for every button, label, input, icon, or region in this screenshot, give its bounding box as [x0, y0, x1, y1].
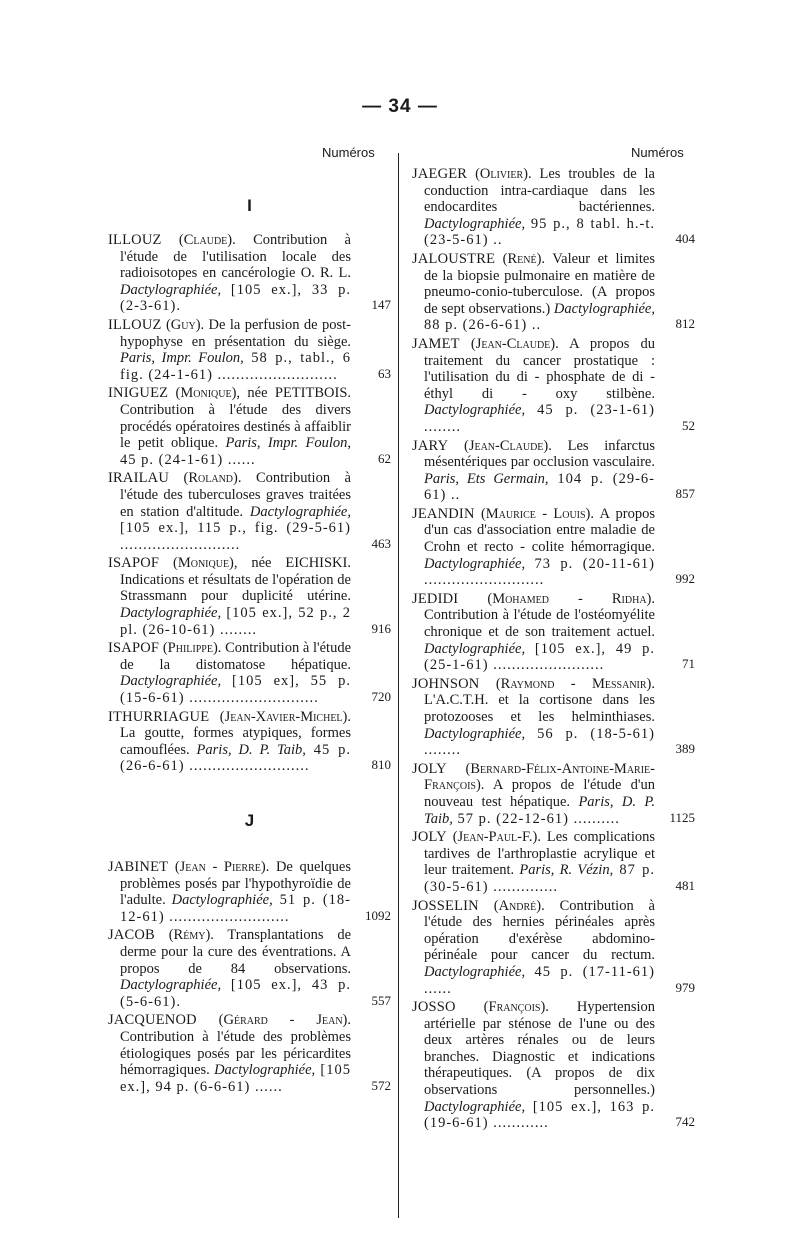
author-surname: ILLOUZ [108, 316, 162, 333]
publisher: Dactylographiée, [553, 300, 655, 317]
author-surname: JOLY [412, 760, 447, 777]
bibliography-entry [412, 506, 695, 589]
entry-details: [105 ex], 55 p. (15-6-61) ............................ [120, 673, 351, 707]
entry-number: 857 [675, 486, 695, 502]
page-number: — 34 — [362, 96, 438, 117]
left-column [108, 196, 391, 1097]
publisher: Paris, Impr. Foulon, [225, 435, 351, 452]
bibliography-entry [412, 336, 695, 436]
entry-text [108, 232, 351, 315]
bibliography-entry [108, 317, 391, 383]
author-given-name: (Rémy). [168, 927, 214, 944]
entry-details: 45 p. (23-1-61) ........ [424, 402, 655, 435]
entry-text [108, 385, 351, 468]
entry-description: De la perfusion de post-hypophyse en présentation du siège. [120, 316, 351, 350]
bibliography-entry [108, 1012, 391, 1095]
publisher: Dactylographiée, [120, 673, 222, 690]
publisher: Paris, Impr. Foulon, [120, 350, 244, 367]
entry-details: 45 p. (26-6-61) .......................... [120, 741, 352, 775]
entry-description: Contribution à l'étude de la distomatose hépatique. [120, 640, 352, 673]
left-entries-i [108, 232, 391, 775]
author-given-name: (Mohamed - Ridha). [487, 590, 655, 607]
bibliography-entry [108, 470, 391, 553]
entry-details: 57 p. (22-12-61) .......... [452, 810, 620, 827]
bibliography-entry [412, 166, 695, 249]
entry-number: 389 [675, 741, 695, 757]
entry-text [108, 1012, 351, 1095]
entry-details: 87 p. (30-5-61) .............. [424, 862, 656, 895]
publisher: Paris, D. P. Taib, [196, 741, 306, 758]
author-surname: JEANDIN [412, 505, 475, 522]
entry-description: A propos d'un cas d'association entre maladie de Crohn et recto - colite hémorragique. [424, 505, 656, 556]
entry-details: [105 ex.], 43 p. (5-6-61). [120, 977, 351, 1010]
entry-number: 979 [675, 979, 695, 995]
publisher: Dactylographiée, [249, 503, 351, 520]
entry-details: [105 ex.], 163 p. (19-6-61) ............ [424, 1098, 655, 1132]
entry-number: 52 [682, 417, 695, 433]
entry-text [412, 506, 655, 589]
entry-details: 73 p. (20-11-61) .......................... [424, 555, 655, 589]
entry-text [412, 251, 655, 334]
entry-number: 63 [378, 365, 391, 381]
bibliography-entry [108, 232, 391, 315]
entry-description: De quelques problèmes posés par l'hypothyroïdie de l'adulte. [120, 859, 352, 909]
bibliography-entry [108, 555, 391, 638]
bibliography-entry [108, 385, 391, 468]
entry-description: née EICHISKI. Indications et résultats de l'opération de Strassmann pour duplicité utérine. [120, 555, 351, 605]
publisher: Dactylographiée, [424, 215, 526, 232]
entry-text [412, 438, 655, 504]
entry-text [412, 761, 655, 827]
author-given-name: (Gérard - Jean). [218, 1012, 352, 1029]
entry-text [108, 555, 351, 638]
entry-text [412, 591, 655, 674]
author-surname: ISAPOF [108, 555, 160, 572]
entry-number: 916 [371, 620, 391, 636]
bibliography-entry [412, 438, 695, 504]
entry-description: Contribution à l'étude de l'ostéomyélite chronique et de son traitement actuel. [424, 607, 655, 641]
entry-number: 481 [675, 877, 695, 893]
right-entries [412, 166, 695, 1132]
publisher: Paris, R. Vézin, [519, 862, 614, 879]
entry-number: 1092 [365, 907, 391, 923]
column-divider [398, 153, 399, 1218]
entry-text [108, 470, 351, 553]
author-surname: ITHURRIAGUE [108, 708, 210, 725]
entry-text [412, 676, 655, 759]
author-given-name: (Guy). [165, 316, 205, 333]
author-given-name: (Olivier). [475, 166, 532, 182]
author-surname: JALOUSTRE [412, 250, 496, 267]
publisher: Dactylographiée, [424, 963, 526, 980]
entry-description: A propos du traitement du cancer prostatique : l'utilisation du di - phosphate de di - éthyl di - oxy stilbène. [424, 335, 655, 402]
entry-number: 992 [675, 571, 695, 587]
author-given-name: (Jean-Claude). [464, 437, 552, 454]
author-given-name: (Jean-Claude). [470, 335, 559, 352]
publisher: Dactylographiée, [120, 281, 222, 298]
entry-description: Contribution à l'étude des tuberculoses graves traitées en station d'altitude. [120, 470, 351, 520]
entry-text [412, 999, 655, 1132]
entry-details: 104 p. (29-6-61) .. [424, 470, 655, 504]
author-surname: JOSSO [412, 999, 456, 1016]
left-column-header: Numéros [322, 145, 375, 160]
entry-description: Contribution à l'étude des hernies périnéales après opération d'exérèse abdomino-périnéale pour cancer du rectum. [424, 897, 655, 964]
entry-details: 58 p., tabl., 6 fig. (24-1-61) .......................... [120, 350, 351, 383]
publisher: Dactylographiée, [120, 605, 222, 622]
entry-details: 88 p. (26-6-61) .. [424, 317, 542, 334]
publisher: Dactylographiée, [214, 1062, 316, 1079]
entry-number: 62 [378, 450, 391, 466]
author-given-name: (Claude). [178, 232, 236, 248]
entry-number: 404 [675, 231, 695, 247]
entry-text [108, 859, 351, 925]
author-surname: JOSSELIN [412, 897, 479, 914]
entry-number: 557 [371, 992, 391, 1008]
entry-details: [105 ex.], 115 p., fig. (29-5-61) .......................... [120, 520, 351, 553]
entry-description: L'A.C.T.H. et la cortisone dans les protozooses et les helminthiases. [424, 692, 655, 725]
author-surname: JOLY [412, 829, 447, 846]
author-given-name: (Jean-Xavier-Michel). [219, 708, 351, 725]
entry-details: [105 ex.], 33 p. (2-3-61). [120, 281, 351, 315]
section-letter-i: I [247, 196, 252, 215]
author-given-name: (André). [493, 897, 545, 914]
bibliography-entry [412, 676, 695, 759]
author-surname: JACQUENOD [108, 1012, 197, 1029]
publisher: Dactylographiée, [424, 725, 526, 742]
author-surname: JARY [412, 437, 449, 454]
bibliography-entry [412, 898, 695, 998]
author-surname: JOHNSON [412, 675, 480, 692]
entry-text [412, 336, 655, 436]
publisher: Dactylographiée, [120, 977, 222, 994]
author-surname: JABINET [108, 859, 169, 875]
entry-description: Les complications tardives de l'arthroplastie acrylique et leur traitement. [424, 829, 656, 879]
author-given-name: (Monique), [175, 385, 241, 402]
entry-details: 56 p. (18-5-61) ........ [424, 725, 655, 759]
author-given-name: (Maurice - Louis). [480, 505, 595, 522]
author-surname: JEDIDI [412, 590, 459, 607]
left-entries-j [108, 859, 391, 1095]
publisher: Dactylographiée, [424, 555, 526, 572]
author-given-name: (Monique), [173, 555, 238, 572]
bibliography-entry [412, 251, 695, 334]
author-surname: ILLOUZ [108, 232, 162, 248]
entry-text [412, 166, 655, 249]
right-column-header: Numéros [631, 145, 684, 160]
entry-number: 147 [371, 297, 391, 313]
bibliography-entry [412, 829, 695, 895]
entry-description: Contribution à l'étude de l'utilisation locale des radioisotopes en cancérologie O. R. L. [120, 232, 351, 282]
entry-details: [105 ex.], 49 p. (25-1-61) ........................ [424, 640, 655, 674]
author-given-name: (René). [502, 250, 546, 267]
author-given-name: (Raymond - Messanir). [495, 675, 656, 692]
bibliography-entry [412, 761, 695, 827]
entry-text [108, 927, 351, 1010]
entry-text [108, 317, 351, 383]
entry-number: 71 [682, 656, 695, 672]
entry-description: née PETITBOIS. Contribution à l'étude des divers procédés opératoires destinés à affaiblir le petit oblique. [120, 385, 352, 452]
author-given-name: (Roland). [183, 470, 242, 487]
publisher: Dactylographiée, [171, 892, 273, 909]
bibliography-entry [108, 859, 391, 925]
entry-description: Hypertension artérielle par sténose de l'une ou des deux artères rénales ou de leurs branches. Diagnostic et indications thérapeutiques. (A propos de dix observations personnelles.) [424, 999, 655, 1099]
author-surname: JAEGER [412, 166, 468, 182]
entry-description: La goutte, formes atypiques, formes camouflées. [120, 725, 351, 758]
entry-description: Les troubles de la conduction intra-cardiaque dans les endocardites bactériennes. [424, 166, 655, 216]
entry-details: 95 p., 8 tabl. h.-t. (23-5-61) .. [424, 215, 655, 249]
entry-number: 572 [371, 1077, 391, 1093]
entry-number: 463 [371, 535, 391, 551]
bibliography-entry [108, 640, 391, 706]
entry-text [108, 640, 351, 706]
author-surname: INIGUEZ [108, 385, 169, 402]
author-given-name: (Bernard-Félix-Antoine-Marie-François). [424, 760, 655, 794]
bibliography-entry [108, 927, 391, 1010]
entry-description: A propos de l'étude d'un nouveau test hépatique. [424, 777, 655, 810]
entry-description: Les infarctus mésentériques par occlusion vasculaire. [424, 437, 655, 471]
author-given-name: (Philippe). [162, 640, 222, 657]
author-surname: IRAILAU [108, 470, 170, 487]
entry-number: 1125 [669, 809, 695, 825]
entry-text [412, 829, 655, 895]
entry-description: Transplantations de derme pour la cure des éventrations. A propos de 84 observations. [120, 927, 352, 977]
entry-details: [105 ex.], 52 p., 2 pl. (26-10-61) ........ [120, 605, 351, 638]
publisher: Paris, Ets Germain, [424, 470, 549, 487]
publisher: Paris, D. P. Taib, [424, 793, 655, 827]
publisher: Dactylographiée, [424, 402, 526, 419]
bibliography-entry [108, 709, 391, 775]
entry-number: 742 [675, 1114, 695, 1130]
entry-text [108, 709, 351, 775]
section-letter-j: J [244, 811, 255, 830]
author-surname: JACOB [108, 927, 155, 944]
author-given-name: (François). [483, 999, 549, 1016]
entry-details: 45 p. (17-11-61) ...... [424, 963, 655, 997]
publisher: Dactylographiée, [424, 1098, 526, 1115]
bibliography-entry [412, 999, 695, 1132]
entry-description: Contribution à l'étude des problèmes étiologiques posés par les péricardites hémorragiques. [120, 1028, 351, 1079]
publisher: Dactylographiée, [424, 640, 526, 657]
right-column [412, 166, 695, 1134]
entry-details: [105 ex.], 94 p. (6-6-61) ...... [120, 1062, 351, 1095]
author-given-name: (Jean-Paul-F.). [452, 829, 541, 846]
bibliography-entry [412, 591, 695, 674]
author-surname: ISAPOF [108, 640, 160, 657]
author-surname: JAMET [412, 335, 460, 352]
entry-number: 810 [371, 757, 391, 773]
entry-details: 45 p. (24-1-61) ...... [120, 451, 256, 468]
author-given-name: (Jean - Pierre). [174, 859, 270, 875]
entry-number: 812 [675, 316, 695, 332]
entry-text [412, 898, 655, 998]
entry-description: Valeur et limites de la biopsie pulmonaire en matière de pneumo-conio-tuberculose. (A propos de sept observations.) [424, 250, 655, 317]
entry-details: 51 p. (18-12-61) .......................... [120, 892, 351, 925]
entry-number: 720 [371, 689, 391, 705]
